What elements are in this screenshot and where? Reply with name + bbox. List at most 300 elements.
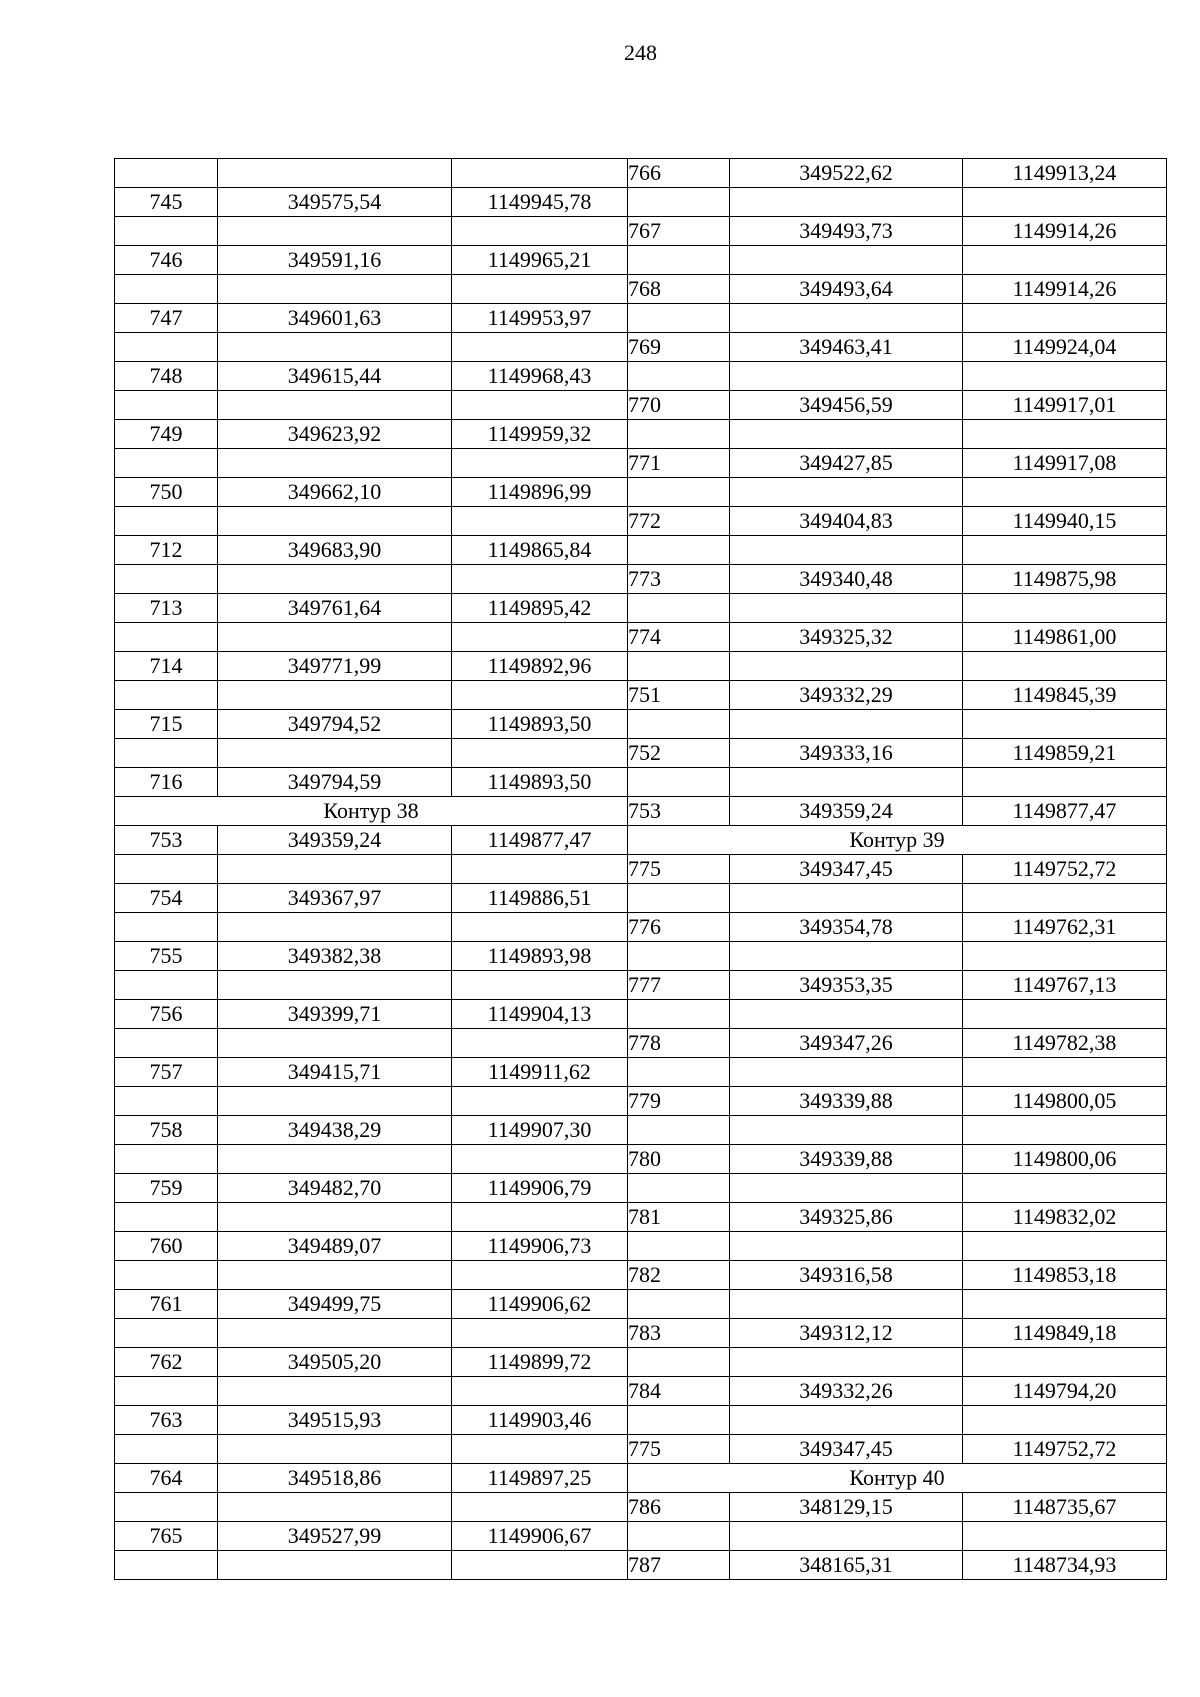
table-row <box>115 565 1167 594</box>
right-point-number-cell: 771 <box>628 449 730 478</box>
right-y-coordinate-cell: 1149794,20 <box>963 1377 1167 1406</box>
right-point-number-cell <box>628 594 730 623</box>
left-x-coordinate-cell <box>218 913 452 942</box>
right-x-coordinate-cell: 349316,58 <box>730 1261 963 1290</box>
table-row <box>115 1058 1167 1087</box>
left-x-coordinate-cell <box>218 1203 452 1232</box>
left-point-number-cell <box>115 1029 218 1058</box>
right-point-number-cell <box>628 188 730 217</box>
right-point-number-cell <box>628 942 730 971</box>
left-point-number-cell: 755 <box>115 942 218 971</box>
table-row <box>115 304 1167 333</box>
table-row <box>115 1319 1167 1348</box>
right-x-coordinate-cell: 349493,73 <box>730 217 963 246</box>
table-row <box>115 1290 1167 1319</box>
left-y-coordinate-cell <box>452 971 628 1000</box>
left-point-number-cell: 749 <box>115 420 218 449</box>
right-x-coordinate-cell: 349354,78 <box>730 913 963 942</box>
right-y-coordinate-cell: 1149913,24 <box>963 159 1167 188</box>
table-row <box>115 942 1167 971</box>
right-point-number-cell <box>628 1116 730 1145</box>
right-y-coordinate-cell <box>963 536 1167 565</box>
right-x-coordinate-cell <box>730 1058 963 1087</box>
left-point-number-cell: 754 <box>115 884 218 913</box>
right-point-number-cell: 782 <box>628 1261 730 1290</box>
right-point-number-cell: 784 <box>628 1377 730 1406</box>
right-y-coordinate-cell <box>963 362 1167 391</box>
left-y-coordinate-cell <box>452 681 628 710</box>
left-x-coordinate-cell: 349771,99 <box>218 652 452 681</box>
right-x-coordinate-cell: 349347,26 <box>730 1029 963 1058</box>
right-point-number-cell: 766 <box>628 159 730 188</box>
right-point-number-cell: 774 <box>628 623 730 652</box>
right-y-coordinate-cell: 1149767,13 <box>963 971 1167 1000</box>
left-x-coordinate-cell: 349615,44 <box>218 362 452 391</box>
left-point-number-cell <box>115 507 218 536</box>
table-row <box>115 594 1167 623</box>
left-x-coordinate-cell: 349794,52 <box>218 710 452 739</box>
right-point-number-cell: 770 <box>628 391 730 420</box>
left-point-number-cell: 756 <box>115 1000 218 1029</box>
right-x-coordinate-cell <box>730 246 963 275</box>
left-point-number-cell <box>115 1203 218 1232</box>
right-point-number-cell: 778 <box>628 1029 730 1058</box>
right-x-coordinate-cell <box>730 1290 963 1319</box>
table-row <box>115 275 1167 304</box>
right-x-coordinate-cell: 349353,35 <box>730 971 963 1000</box>
left-point-number-cell: 764 <box>115 1464 218 1493</box>
right-x-coordinate-cell <box>730 1406 963 1435</box>
left-y-coordinate-cell <box>452 333 628 362</box>
right-point-number-cell <box>628 1000 730 1029</box>
left-y-coordinate-cell: 1149886,51 <box>452 884 628 913</box>
left-y-coordinate-cell <box>452 1377 628 1406</box>
left-point-number-cell <box>115 1435 218 1464</box>
left-y-coordinate-cell: 1149906,73 <box>452 1232 628 1261</box>
left-x-coordinate-cell <box>218 1319 452 1348</box>
left-point-number-cell: 765 <box>115 1522 218 1551</box>
left-point-number-cell <box>115 1087 218 1116</box>
left-y-coordinate-cell <box>452 1493 628 1522</box>
right-point-number-cell <box>628 1406 730 1435</box>
right-y-coordinate-cell <box>963 188 1167 217</box>
right-y-coordinate-cell <box>963 652 1167 681</box>
table-row <box>115 449 1167 478</box>
left-y-coordinate-cell <box>452 507 628 536</box>
table-row <box>115 884 1167 913</box>
table-row <box>115 855 1167 884</box>
left-x-coordinate-cell <box>218 449 452 478</box>
left-point-number-cell: 746 <box>115 246 218 275</box>
left-point-number-cell <box>115 681 218 710</box>
left-point-number-cell <box>115 391 218 420</box>
table-row <box>115 1551 1167 1580</box>
contour-header: Контур 40 <box>628 1464 1167 1493</box>
right-point-number-cell <box>628 420 730 449</box>
left-point-number-cell: 750 <box>115 478 218 507</box>
right-point-number-cell <box>628 1232 730 1261</box>
right-y-coordinate-cell: 1149877,47 <box>963 797 1167 826</box>
right-y-coordinate-cell <box>963 1058 1167 1087</box>
left-y-coordinate-cell: 1149911,62 <box>452 1058 628 1087</box>
right-point-number-cell: 772 <box>628 507 730 536</box>
contour-header: Контур 38 <box>115 797 628 826</box>
right-y-coordinate-cell: 1149924,04 <box>963 333 1167 362</box>
right-y-coordinate-cell <box>963 884 1167 913</box>
left-y-coordinate-cell <box>452 449 628 478</box>
table-row <box>115 1522 1167 1551</box>
table-row <box>115 1029 1167 1058</box>
right-point-number-cell <box>628 362 730 391</box>
table-row <box>115 536 1167 565</box>
table-row <box>115 1174 1167 1203</box>
left-point-number-cell: 758 <box>115 1116 218 1145</box>
table-row <box>115 652 1167 681</box>
table-row <box>115 1000 1167 1029</box>
left-y-coordinate-cell <box>452 855 628 884</box>
left-point-number-cell <box>115 1551 218 1580</box>
left-y-coordinate-cell: 1149953,97 <box>452 304 628 333</box>
right-x-coordinate-cell: 349333,16 <box>730 739 963 768</box>
right-x-coordinate-cell: 349427,85 <box>730 449 963 478</box>
right-x-coordinate-cell <box>730 304 963 333</box>
right-y-coordinate-cell: 1148735,67 <box>963 1493 1167 1522</box>
left-x-coordinate-cell: 349438,29 <box>218 1116 452 1145</box>
right-y-coordinate-cell <box>963 594 1167 623</box>
left-y-coordinate-cell: 1149896,99 <box>452 478 628 507</box>
right-point-number-cell: 775 <box>628 855 730 884</box>
coordinates-table <box>114 158 1167 1580</box>
left-point-number-cell <box>115 739 218 768</box>
right-point-number-cell <box>628 1522 730 1551</box>
table-row <box>115 739 1167 768</box>
left-x-coordinate-cell <box>218 971 452 1000</box>
left-point-number-cell: 761 <box>115 1290 218 1319</box>
right-x-coordinate-cell: 349332,29 <box>730 681 963 710</box>
right-x-coordinate-cell <box>730 478 963 507</box>
table-row <box>115 391 1167 420</box>
right-x-coordinate-cell <box>730 768 963 797</box>
right-y-coordinate-cell: 1149752,72 <box>963 855 1167 884</box>
left-point-number-cell: 716 <box>115 768 218 797</box>
right-y-coordinate-cell <box>963 1116 1167 1145</box>
right-x-coordinate-cell: 349522,62 <box>730 159 963 188</box>
right-x-coordinate-cell: 349359,24 <box>730 797 963 826</box>
left-point-number-cell <box>115 1319 218 1348</box>
table-row <box>115 1406 1167 1435</box>
right-x-coordinate-cell <box>730 1348 963 1377</box>
right-y-coordinate-cell <box>963 1290 1167 1319</box>
right-x-coordinate-cell <box>730 710 963 739</box>
right-x-coordinate-cell: 349312,12 <box>730 1319 963 1348</box>
right-point-number-cell <box>628 710 730 739</box>
left-y-coordinate-cell: 1149893,50 <box>452 710 628 739</box>
left-y-coordinate-cell: 1149906,67 <box>452 1522 628 1551</box>
left-point-number-cell: 748 <box>115 362 218 391</box>
table-row <box>115 971 1167 1000</box>
left-x-coordinate-cell: 349623,92 <box>218 420 452 449</box>
right-y-coordinate-cell <box>963 1232 1167 1261</box>
right-x-coordinate-cell <box>730 420 963 449</box>
left-point-number-cell <box>115 217 218 246</box>
left-x-coordinate-cell <box>218 623 452 652</box>
right-y-coordinate-cell <box>963 1348 1167 1377</box>
table-row <box>115 217 1167 246</box>
right-y-coordinate-cell <box>963 478 1167 507</box>
left-x-coordinate-cell: 349499,75 <box>218 1290 452 1319</box>
right-y-coordinate-cell: 1149917,08 <box>963 449 1167 478</box>
left-x-coordinate-cell <box>218 391 452 420</box>
contour-header: Контур 39 <box>628 826 1167 855</box>
left-point-number-cell <box>115 565 218 594</box>
right-x-coordinate-cell <box>730 1116 963 1145</box>
right-x-coordinate-cell: 349347,45 <box>730 1435 963 1464</box>
left-y-coordinate-cell <box>452 1261 628 1290</box>
right-point-number-cell: 777 <box>628 971 730 1000</box>
right-y-coordinate-cell: 1149914,26 <box>963 217 1167 246</box>
left-point-number-cell: 753 <box>115 826 218 855</box>
right-y-coordinate-cell: 1149853,18 <box>963 1261 1167 1290</box>
left-point-number-cell <box>115 855 218 884</box>
left-y-coordinate-cell <box>452 391 628 420</box>
left-x-coordinate-cell <box>218 1435 452 1464</box>
right-y-coordinate-cell <box>963 710 1167 739</box>
left-x-coordinate-cell <box>218 739 452 768</box>
right-y-coordinate-cell: 1149875,98 <box>963 565 1167 594</box>
right-y-coordinate-cell: 1148734,93 <box>963 1551 1167 1580</box>
page-number: 248 <box>624 40 657 65</box>
table-row <box>115 768 1167 797</box>
right-x-coordinate-cell <box>730 884 963 913</box>
left-point-number-cell: 760 <box>115 1232 218 1261</box>
left-point-number-cell: 714 <box>115 652 218 681</box>
table-row <box>115 1348 1167 1377</box>
left-y-coordinate-cell <box>452 1319 628 1348</box>
left-point-number-cell <box>115 275 218 304</box>
right-y-coordinate-cell: 1149762,31 <box>963 913 1167 942</box>
table-row <box>115 159 1167 188</box>
right-point-number-cell <box>628 1174 730 1203</box>
left-x-coordinate-cell <box>218 1145 452 1174</box>
table-row <box>115 1435 1167 1464</box>
left-y-coordinate-cell <box>452 623 628 652</box>
right-y-coordinate-cell: 1149849,18 <box>963 1319 1167 1348</box>
table-row <box>115 1116 1167 1145</box>
left-x-coordinate-cell <box>218 1087 452 1116</box>
left-y-coordinate-cell: 1149893,98 <box>452 942 628 971</box>
left-point-number-cell <box>115 1145 218 1174</box>
left-point-number-cell <box>115 1261 218 1290</box>
right-y-coordinate-cell <box>963 420 1167 449</box>
left-y-coordinate-cell: 1149907,30 <box>452 1116 628 1145</box>
left-x-coordinate-cell: 349591,16 <box>218 246 452 275</box>
right-y-coordinate-cell: 1149917,01 <box>963 391 1167 420</box>
left-y-coordinate-cell <box>452 1145 628 1174</box>
right-point-number-cell: 769 <box>628 333 730 362</box>
table-row <box>115 1232 1167 1261</box>
left-point-number-cell: 759 <box>115 1174 218 1203</box>
table-row <box>115 420 1167 449</box>
table-row <box>115 1377 1167 1406</box>
right-point-number-cell: 752 <box>628 739 730 768</box>
right-point-number-cell <box>628 478 730 507</box>
left-x-coordinate-cell: 349662,10 <box>218 478 452 507</box>
right-point-number-cell: 751 <box>628 681 730 710</box>
table-row <box>115 188 1167 217</box>
right-y-coordinate-cell: 1149845,39 <box>963 681 1167 710</box>
left-x-coordinate-cell <box>218 1377 452 1406</box>
right-point-number-cell <box>628 1058 730 1087</box>
right-point-number-cell <box>628 884 730 913</box>
table-row <box>115 1493 1167 1522</box>
left-y-coordinate-cell <box>452 275 628 304</box>
right-x-coordinate-cell: 349493,64 <box>730 275 963 304</box>
right-x-coordinate-cell: 349332,26 <box>730 1377 963 1406</box>
right-point-number-cell: 776 <box>628 913 730 942</box>
left-y-coordinate-cell: 1149968,43 <box>452 362 628 391</box>
left-x-coordinate-cell: 349505,20 <box>218 1348 452 1377</box>
coordinates-table-body <box>115 159 1167 1580</box>
right-x-coordinate-cell <box>730 942 963 971</box>
left-x-coordinate-cell <box>218 217 452 246</box>
left-x-coordinate-cell: 349575,54 <box>218 188 452 217</box>
right-x-coordinate-cell <box>730 362 963 391</box>
right-point-number-cell <box>628 304 730 333</box>
left-x-coordinate-cell <box>218 565 452 594</box>
left-y-coordinate-cell: 1149897,25 <box>452 1464 628 1493</box>
left-point-number-cell <box>115 159 218 188</box>
right-y-coordinate-cell <box>963 1406 1167 1435</box>
right-y-coordinate-cell: 1149859,21 <box>963 739 1167 768</box>
right-y-coordinate-cell: 1149800,06 <box>963 1145 1167 1174</box>
left-y-coordinate-cell: 1149895,42 <box>452 594 628 623</box>
right-point-number-cell <box>628 652 730 681</box>
left-point-number-cell: 747 <box>115 304 218 333</box>
left-x-coordinate-cell: 349515,93 <box>218 1406 452 1435</box>
right-point-number-cell <box>628 246 730 275</box>
table-row <box>115 1261 1167 1290</box>
left-point-number-cell: 745 <box>115 188 218 217</box>
left-x-coordinate-cell <box>218 1493 452 1522</box>
right-point-number-cell: 786 <box>628 1493 730 1522</box>
left-point-number-cell <box>115 449 218 478</box>
right-x-coordinate-cell: 349456,59 <box>730 391 963 420</box>
table-row <box>115 623 1167 652</box>
table-row <box>115 1087 1167 1116</box>
left-x-coordinate-cell: 349489,07 <box>218 1232 452 1261</box>
table-row <box>115 1464 1167 1493</box>
table-row <box>115 362 1167 391</box>
table-row <box>115 826 1167 855</box>
left-point-number-cell <box>115 623 218 652</box>
table-row <box>115 913 1167 942</box>
table-row <box>115 1203 1167 1232</box>
right-y-coordinate-cell <box>963 246 1167 275</box>
right-x-coordinate-cell: 349339,88 <box>730 1087 963 1116</box>
right-point-number-cell: 787 <box>628 1551 730 1580</box>
left-y-coordinate-cell: 1149892,96 <box>452 652 628 681</box>
right-x-coordinate-cell <box>730 1174 963 1203</box>
left-point-number-cell <box>115 333 218 362</box>
right-x-coordinate-cell: 349347,45 <box>730 855 963 884</box>
right-x-coordinate-cell: 349325,32 <box>730 623 963 652</box>
left-y-coordinate-cell <box>452 913 628 942</box>
right-x-coordinate-cell <box>730 1522 963 1551</box>
left-y-coordinate-cell: 1149899,72 <box>452 1348 628 1377</box>
left-y-coordinate-cell <box>452 217 628 246</box>
left-point-number-cell: 712 <box>115 536 218 565</box>
right-point-number-cell: 783 <box>628 1319 730 1348</box>
right-x-coordinate-cell <box>730 652 963 681</box>
table-row <box>115 1145 1167 1174</box>
table-row <box>115 246 1167 275</box>
left-y-coordinate-cell <box>452 1087 628 1116</box>
left-x-coordinate-cell: 349683,90 <box>218 536 452 565</box>
left-y-coordinate-cell <box>452 1029 628 1058</box>
left-point-number-cell: 757 <box>115 1058 218 1087</box>
left-point-number-cell: 713 <box>115 594 218 623</box>
right-x-coordinate-cell <box>730 594 963 623</box>
left-x-coordinate-cell: 349518,86 <box>218 1464 452 1493</box>
right-point-number-cell: 779 <box>628 1087 730 1116</box>
left-y-coordinate-cell <box>452 739 628 768</box>
left-y-coordinate-cell: 1149865,84 <box>452 536 628 565</box>
left-x-coordinate-cell: 349382,38 <box>218 942 452 971</box>
right-point-number-cell <box>628 536 730 565</box>
right-x-coordinate-cell <box>730 188 963 217</box>
left-y-coordinate-cell: 1149959,32 <box>452 420 628 449</box>
right-point-number-cell: 768 <box>628 275 730 304</box>
left-point-number-cell <box>115 1493 218 1522</box>
left-x-coordinate-cell: 349415,71 <box>218 1058 452 1087</box>
left-point-number-cell: 715 <box>115 710 218 739</box>
left-x-coordinate-cell: 349794,59 <box>218 768 452 797</box>
left-x-coordinate-cell <box>218 855 452 884</box>
right-point-number-cell <box>628 768 730 797</box>
right-y-coordinate-cell: 1149800,05 <box>963 1087 1167 1116</box>
left-x-coordinate-cell <box>218 159 452 188</box>
left-y-coordinate-cell <box>452 159 628 188</box>
left-x-coordinate-cell <box>218 275 452 304</box>
right-y-coordinate-cell <box>963 1000 1167 1029</box>
right-y-coordinate-cell <box>963 304 1167 333</box>
right-y-coordinate-cell <box>963 1522 1167 1551</box>
left-x-coordinate-cell <box>218 681 452 710</box>
left-y-coordinate-cell <box>452 1551 628 1580</box>
left-x-coordinate-cell: 349482,70 <box>218 1174 452 1203</box>
table-row <box>115 507 1167 536</box>
right-point-number-cell: 773 <box>628 565 730 594</box>
right-y-coordinate-cell: 1149782,38 <box>963 1029 1167 1058</box>
left-y-coordinate-cell: 1149906,62 <box>452 1290 628 1319</box>
right-x-coordinate-cell: 349340,48 <box>730 565 963 594</box>
left-point-number-cell <box>115 971 218 1000</box>
left-y-coordinate-cell <box>452 1203 628 1232</box>
right-y-coordinate-cell <box>963 942 1167 971</box>
right-x-coordinate-cell: 349339,88 <box>730 1145 963 1174</box>
right-point-number-cell: 767 <box>628 217 730 246</box>
right-x-coordinate-cell <box>730 1000 963 1029</box>
right-y-coordinate-cell: 1149914,26 <box>963 275 1167 304</box>
left-point-number-cell <box>115 913 218 942</box>
table-row <box>115 333 1167 362</box>
left-y-coordinate-cell: 1149893,50 <box>452 768 628 797</box>
right-point-number-cell: 775 <box>628 1435 730 1464</box>
right-point-number-cell: 781 <box>628 1203 730 1232</box>
left-x-coordinate-cell: 349359,24 <box>218 826 452 855</box>
table-row <box>115 710 1167 739</box>
left-y-coordinate-cell: 1149945,78 <box>452 188 628 217</box>
